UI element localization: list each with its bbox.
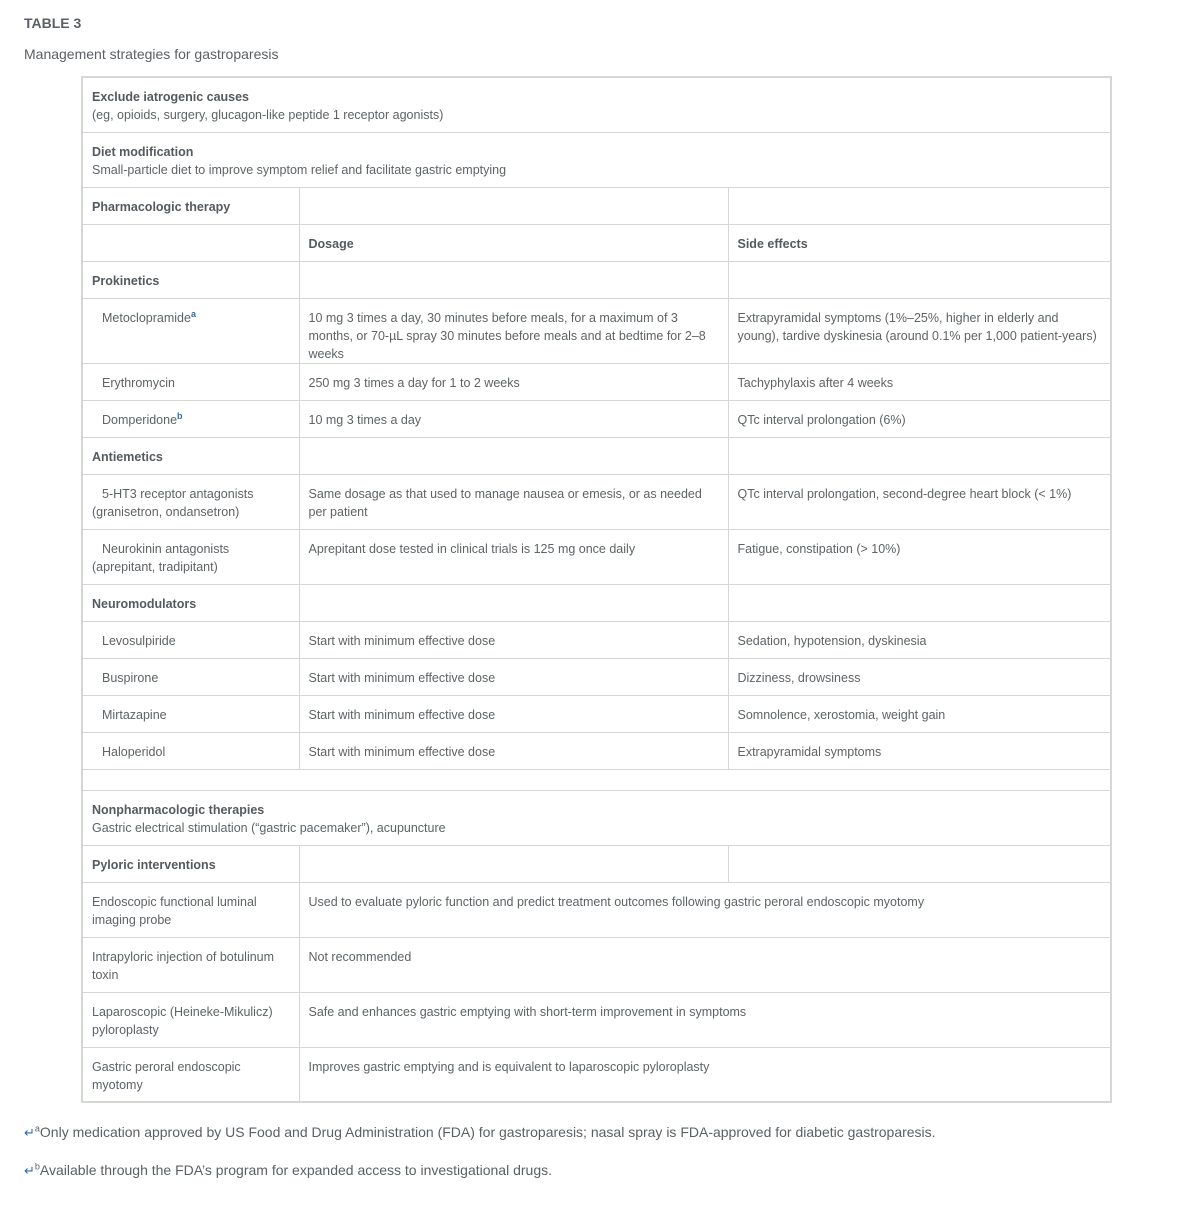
empty-cell [728,261,1111,298]
prokinetics-title: Prokinetics [82,261,299,298]
intervention-text: Improves gastric emptying and is equivalent to laparoscopic pyloroplasty [299,1047,1111,1102]
intervention-cell: Endoscopic functional luminal imaging probe [82,882,299,937]
spacer-row [82,769,1111,790]
spacer-cell [82,769,1111,790]
diet-title: Diet modification [92,144,194,159]
dosage-cell: 250 mg 3 times a day for 1 to 2 weeks [299,363,728,400]
table-row [82,437,1111,474]
empty-cell [299,261,728,298]
footnote-text: Available through the FDA’s program for expanded access to investigational drugs. [39,1162,552,1178]
table-row [82,732,1111,769]
table-row [82,474,1111,529]
dosage-cell: Start with minimum effective dose [299,621,728,658]
table-row [82,937,1111,992]
drug-cell [82,298,299,363]
side-effects-cell: Extrapyramidal symptoms (1%–25%, higher in elderly and young), tardive dyskinesia (around 0.1% per 1,000 patient-years) [728,298,1111,363]
dosage-cell: Same dosage as that used to manage nausea or emesis, or as needed per patient [299,474,728,529]
return-arrow-icon[interactable]: ↵ [24,1163,35,1178]
drug-cell: Levosulpiride [82,621,299,658]
side-effects-cell: Fatigue, constipation (> 10%) [728,529,1111,584]
diet-text: Small-particle diet to improve symptom relief and facilitate gastric emptying [92,162,507,177]
nonpharm-cell [82,790,1111,845]
empty-cell [299,437,728,474]
table-row [82,298,1111,363]
table-row [82,845,1111,882]
drug-name: 5-HT3 receptor antagonists (granisetron, ondansetron) [92,486,254,519]
drug-cell: Buspirone [82,658,299,695]
side-effects-cell: QTc interval prolongation (6%) [728,400,1111,437]
footnote-ref[interactable]: b [177,410,183,421]
side-effects-cell: Tachyphylaxis after 4 weeks [728,363,1111,400]
col-dosage-header: Dosage [299,224,728,261]
table-row [82,261,1111,298]
exclude-title: Exclude iatrogenic causes [92,90,250,104]
drug-cell: Erythromycin [82,363,299,400]
dosage-cell: Start with minimum effective dose [299,732,728,769]
drug-cell: Haloperidol [82,732,299,769]
empty-cell [299,187,728,224]
intervention-text: Used to evaluate pyloric function and predict treatment outcomes following gastric peroral endoscopic myotomy [299,882,1111,937]
nonpharm-text: Gastric electrical stimulation (“gastric pacemaker”), acupuncture [92,820,446,835]
table-row [82,400,1111,437]
neuromodulators-title: Neuromodulators [82,584,299,621]
side-effects-cell: Somnolence, xerostomia, weight gain [728,695,1111,732]
footnote-marker: a [34,1123,40,1134]
table-row [82,621,1111,658]
return-arrow-icon[interactable]: ↵ [24,1125,35,1140]
empty-cell [728,584,1111,621]
intervention-cell: Intrapyloric injection of botulinum toxin [82,937,299,992]
empty-cell [728,187,1111,224]
table-caption: Management strategies for gastroparesis [24,46,279,62]
table-row [82,132,1111,187]
footnote-b [24,1162,552,1179]
intervention-text: Not recommended [299,937,1111,992]
table-label: TABLE 3 [24,15,82,31]
table-row [82,1047,1111,1102]
table-row [82,363,1111,400]
col-side-effects-header: Side effects [728,224,1111,261]
empty-cell [82,224,299,261]
dosage-cell: Start with minimum effective dose [299,695,728,732]
exclude-cell [82,77,1111,132]
drug-name: Neurokinin antagonists (aprepitant, tradipitant) [92,541,230,574]
intervention-text: Safe and enhances gastric emptying with short-term improvement in symptoms [299,992,1111,1047]
table-row [82,77,1111,132]
footnote-ref[interactable]: a [190,308,196,319]
footnote-a [24,1124,936,1141]
drug-cell [82,474,299,529]
side-effects-cell: Extrapyramidal symptoms [728,732,1111,769]
pyloric-title: Pyloric interventions [82,845,299,882]
dosage-cell: Start with minimum effective dose [299,658,728,695]
table-row [82,695,1111,732]
table-row [82,224,1111,261]
diet-cell [82,132,1111,187]
drug-cell [82,400,299,437]
drug-cell: Mirtazapine [82,695,299,732]
antiemetics-title: Antiemetics [82,437,299,474]
table-row [82,529,1111,584]
intervention-cell: Laparoscopic (Heineke-Mikulicz) pyloroplasty [82,992,299,1047]
table-row [82,658,1111,695]
empty-cell [299,584,728,621]
drug-name: Domperidone [102,412,178,427]
table-row [82,187,1111,224]
empty-cell [299,845,728,882]
table-row [82,790,1111,845]
table-row [82,992,1111,1047]
dosage-cell: 10 mg 3 times a day, 30 minutes before meals, for a maximum of 3 months, or 70-µL spray 30 minutes before meals and at bedtime for 2–8 weeks [299,298,728,363]
footnote-marker: b [34,1161,40,1172]
drug-cell [82,529,299,584]
side-effects-cell: Dizziness, drowsiness [728,658,1111,695]
drug-name: Metoclopramide [102,310,191,325]
management-table [81,76,1112,1103]
side-effects-cell: Sedation, hypotension, dyskinesia [728,621,1111,658]
exclude-text: (eg, opioids, surgery, glucagon-like peptide 1 receptor agonists) [92,108,444,122]
nonpharm-title: Nonpharmacologic therapies [92,802,265,817]
table-row [82,584,1111,621]
pharm-title: Pharmacologic therapy [82,187,299,224]
side-effects-cell: QTc interval prolongation, second-degree heart block (< 1%) [728,474,1111,529]
dosage-cell: 10 mg 3 times a day [299,400,728,437]
empty-cell [728,845,1111,882]
intervention-cell: Gastric peroral endoscopic myotomy [82,1047,299,1102]
empty-cell [728,437,1111,474]
table-row [82,882,1111,937]
footnote-text: Only medication approved by US Food and Drug Administration (FDA) for gastroparesis; nasal spray is FDA-approved for diabetic gastroparesis. [39,1124,936,1140]
dosage-cell: Aprepitant dose tested in clinical trials is 125 mg once daily [299,529,728,584]
